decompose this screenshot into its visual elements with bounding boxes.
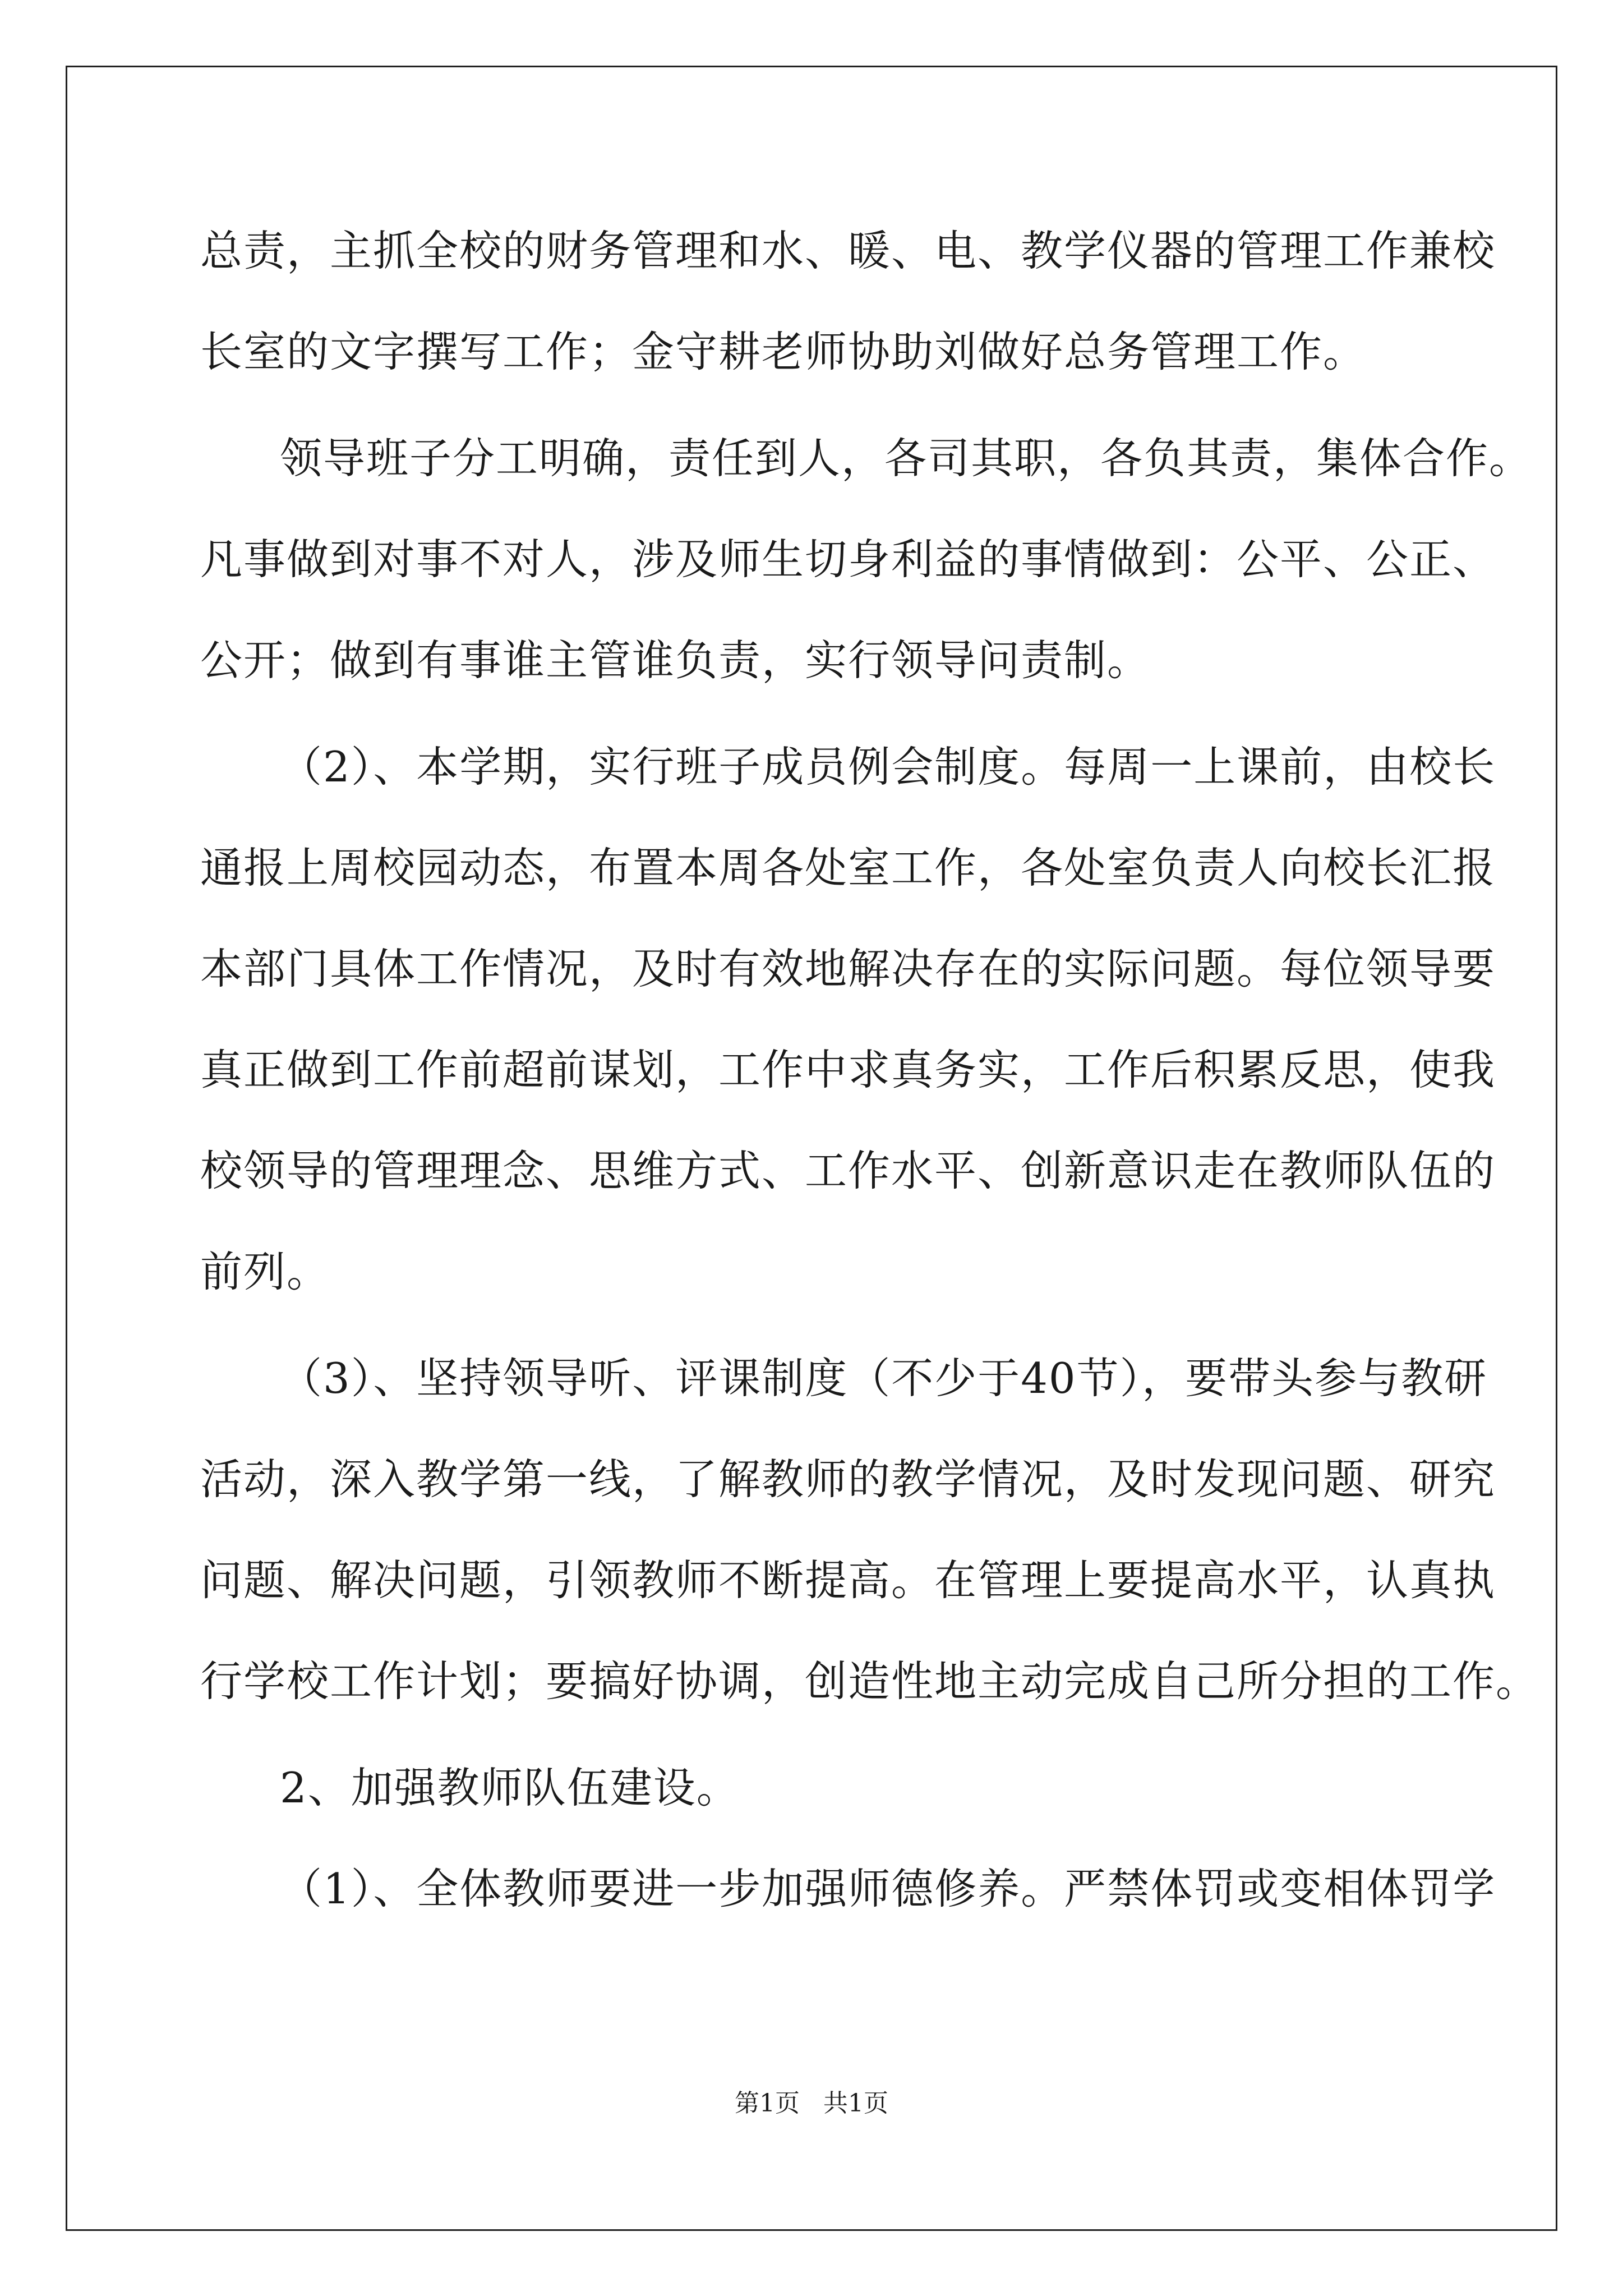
text-line: 行学校工作计划；要搞好协调，创造性地主动完成自己所分担的工作。 (200, 1657, 1539, 1706)
text-line: （3）、坚持领导听、评课制度（不少于40节），要带头参与教研 (280, 1354, 1488, 1403)
text-line: （1）、全体教师要进一步加强师德修养。严禁体罚或变相体罚学 (280, 1864, 1496, 1913)
text-line: 校领导的管理理念、思维方式、工作水平、创新意识走在教师队伍的 (200, 1146, 1496, 1195)
text-line: （2）、本学期，实行班子成员例会制度。每周一上课前，由校长 (280, 742, 1496, 792)
text-line: 通报上周校园动态，布置本周各处室工作，各处室负责人向校长汇报 (200, 843, 1496, 892)
text-line: 凡事做到对事不对人，涉及师生切身利益的事情做到：公平、公正、 (200, 535, 1496, 584)
text-line: 问题、解决问题，引领教师不断提高。在管理上要提高水平，认真执 (200, 1556, 1496, 1605)
text-line: 公开；做到有事谁主管谁负责，实行领导问责制。 (200, 636, 1151, 685)
text-line: 长室的文字撰写工作；金守耕老师协助刘做好总务管理工作。 (200, 327, 1367, 376)
text-line: 领导班子分工明确，责任到人，各司其职，各负其责，集体合作。 (280, 434, 1533, 483)
text-line: 活动，深入教学第一线，了解教师的教学情况，及时发现问题、研究 (200, 1455, 1496, 1504)
text-line: 2、加强教师队伍建设。 (280, 1763, 740, 1812)
text-line: 真正做到工作前超前谋划，工作中求真务实，工作后积累反思，使我 (200, 1045, 1496, 1094)
text-line: 本部门具体工作情况，及时有效地解决存在的实际问题。每位领导要 (200, 944, 1496, 993)
page-number-footer: 第1页 共1页 (735, 2089, 888, 2118)
text-line: 总责，主抓全校的财务管理和水、暖、电、教学仪器的管理工作兼校 (200, 226, 1496, 275)
text-line: 前列。 (200, 1247, 330, 1296)
